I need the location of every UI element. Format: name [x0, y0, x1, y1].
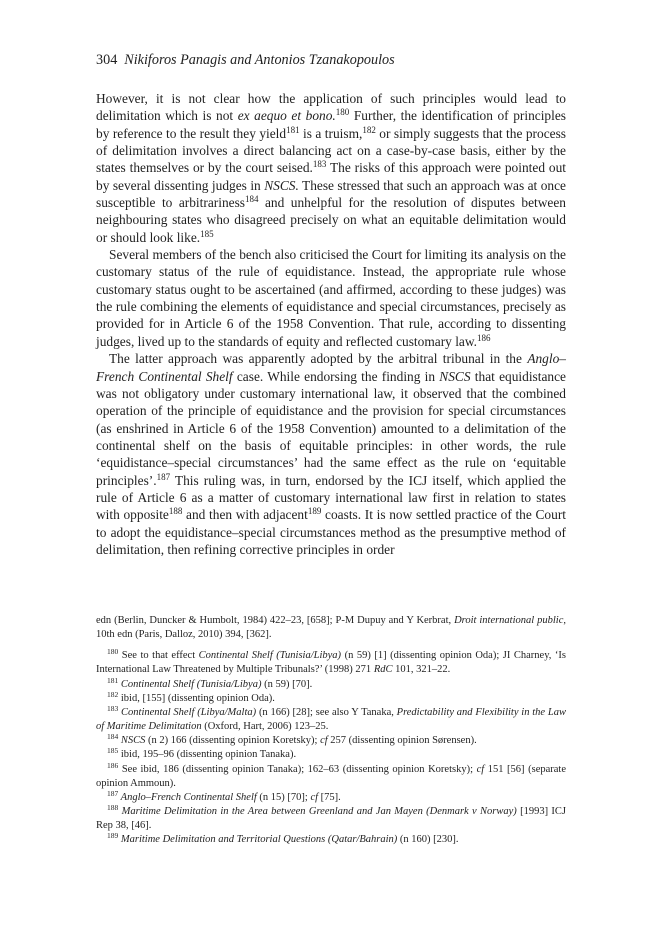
footnote-183	[96, 703, 566, 734]
footnote-number: 186	[107, 760, 119, 770]
footnote-ref-182[interactable]: 182	[362, 124, 376, 135]
text-run: This ruling was, in turn, endorsed by the ICJ itself, which applied the rule of Article 6 as a matter of customary international law first in relation to states with opposite	[96, 472, 566, 523]
footnote-ref-181[interactable]: 181	[286, 124, 300, 135]
text-run: These stressed that such an approach was at once susceptible to arbitrariness	[96, 177, 567, 211]
footnote-ref-183[interactable]: 183	[312, 159, 327, 170]
text-run: , 10th edn (Paris, Dalloz, 2010) 394, [362].	[96, 615, 566, 641]
italic-phrase: Maritime Delimitation and Territorial Questions (Qatar/Bahrain)	[118, 834, 398, 846]
text-run: 151 [56] (separate opinion Ammoun).	[96, 763, 566, 789]
text-run: that equidistance was not obligatory under customary international law, it observed that the combined operation of the principle of equidistance and the provision for special circumstances (as enshrined in Article 6 of the 1958 Convention) amounted to a delimitation of the continental shelf on the basis of equitable principles: in other words, the rule ‘equidistance–special circumstances’ had the same effect as the rule on ‘equitable principles’.	[96, 368, 567, 488]
footnote-number: 181	[107, 675, 119, 685]
footnote-187	[96, 788, 566, 805]
italic-phrase: NSCS	[439, 368, 471, 384]
footnote-number: 183	[107, 703, 119, 713]
text-run: (n 160) [230].	[397, 834, 459, 846]
footnote-188	[96, 805, 566, 833]
footnote-180	[96, 649, 566, 677]
paragraph-3	[96, 350, 566, 558]
footnote-continued	[96, 614, 566, 642]
footnote-185	[96, 748, 566, 762]
italic-phrase: Continental Shelf (Tunisia/Libya)	[118, 678, 262, 690]
footnote-181	[96, 675, 566, 692]
text-run: edn (Berlin, Duncker & Humbolt, 1984) 422–23, [658]; P-M Dupuy and Y Kerbrat,	[96, 615, 455, 626]
text-run: ibid, 195–96 (dissenting opinion Tanaka).	[118, 749, 297, 761]
footnote-ref-186[interactable]: 186	[477, 332, 491, 343]
italic-phrase: Anglo–French Continental Shelf	[118, 791, 257, 803]
text-run: (n 59) [70].	[261, 678, 313, 690]
running-head	[96, 51, 566, 69]
italic-phrase: Droit international public	[454, 615, 564, 626]
text-run: (n 2) 166 (dissenting opinion Koretsky);	[145, 735, 321, 747]
running-head-authors: Nikiforos Panagis and Antonios Tzanakopoulos	[124, 52, 395, 68]
text-run: See to that effect	[118, 650, 199, 662]
italic-phrase: ex aequo et bono.	[237, 108, 336, 124]
footnote-ref-187[interactable]: 187	[156, 471, 171, 482]
footnote-182	[96, 689, 566, 706]
text-run: [75].	[318, 791, 341, 803]
footnote-ref-184[interactable]: 184	[245, 194, 259, 205]
text-run: or simply suggests that the process of delimitation involves a direct balancing act on a case-by-case basis, either by the states themselves or by the court seised.	[96, 125, 566, 176]
text-run: and then with adjacent	[182, 507, 308, 523]
footnote-number: 180	[107, 647, 119, 657]
text-run: case. While endorsing the finding in	[232, 368, 440, 384]
footnote-184	[96, 734, 566, 748]
text-run: The latter approach was apparently adopted by the arbitral tribunal in the	[109, 351, 528, 367]
footnote-ref-185[interactable]: 185	[200, 228, 214, 239]
italic-phrase: Maritime Delimitation in the Area between Greenland and Jan Mayen (Denmark v Norway)	[118, 806, 517, 818]
italic-phrase: Anglo–French Continental Shelf	[96, 351, 566, 384]
italic-phrase: cf	[476, 763, 485, 775]
italic-phrase: Predictability and Flexibility in the Law of Maritime Delimitation	[96, 706, 566, 733]
italic-phrase: Continental Shelf (Libya/Malta)	[118, 706, 257, 718]
italic-phrase: NSCS	[118, 735, 146, 747]
text-run: However, it is not clear how the application of such principles would lead to delimitation which is not	[96, 91, 566, 124]
text-run: [1993] ICJ Rep 38, [46].	[96, 806, 567, 832]
footnote-186	[96, 760, 566, 791]
footnote-number: 189	[107, 831, 119, 841]
text-run: 101, 321–22.	[392, 664, 451, 676]
italic-phrase: RdC	[373, 664, 393, 676]
footnote-ref-180[interactable]: 180	[335, 107, 350, 118]
paragraph-2	[96, 246, 566, 350]
italic-phrase: Continental Shelf (Tunisia/Libya)	[198, 650, 342, 662]
footnote-number: 184	[107, 732, 119, 742]
text-run: and unhelpful for the resolution of disputes between neighbouring states who disagreed precisely on what an equitable delimitation would or should look like.	[96, 195, 567, 245]
text-run: 257 (dissenting opinion Sørensen).	[327, 735, 477, 747]
footnote-number: 187	[107, 788, 119, 798]
footnote-number: 185	[107, 746, 119, 756]
text-run: See ibid, 186 (dissenting opinion Tanaka); 162–63 (dissenting opinion Koretsky);	[118, 763, 477, 775]
page-number: 304	[96, 52, 118, 68]
text-run: (Oxford, Hart, 2006) 123–25.	[201, 721, 329, 733]
main-text	[96, 90, 566, 558]
paragraph-1	[96, 90, 566, 246]
text-run: is a truism,	[299, 125, 363, 141]
italic-phrase: NSCS.	[264, 177, 299, 193]
footnote-number: 188	[107, 803, 119, 813]
italic-phrase: cf	[320, 735, 328, 747]
text-run: ibid, [155] (dissenting opinion Oda).	[118, 692, 275, 704]
text-run: (n 15) [70];	[256, 791, 311, 803]
footnote-ref-188[interactable]: 188	[168, 506, 183, 517]
text-run: coasts. It is now settled practice of the Court to adopt the equidistance–special circumstances method as the presumptive method of delimitation, then refining corrective principles in order	[96, 507, 566, 557]
text-run: (n 59) [1] (dissenting opinion Oda); JI Charney, ‘Is International Law Threatened by Multiple Tribunals?’ (1998) 271	[96, 650, 566, 676]
text-run: The risks of this approach were pointed out by several dissenting judges in	[96, 160, 566, 193]
text-run: Further, the identification of principles by reference to the result they yield	[96, 108, 566, 141]
footnote-number: 182	[107, 689, 119, 699]
footnotes	[96, 614, 566, 848]
text-run: (n 166) [28]; see also Y Tanaka,	[256, 706, 397, 718]
text-run: Several members of the bench also criticised the Court for limiting its analysis on the customary status of the rule of equidistance. Instead, the appropriate rule whose customary status ought to be ascertained (and affirmed, according to these judges) was the rule combining the elements of equidistance and special circumstances, precisely as provided for in Article 6 of the 1958 Convention. That rule, according to dissenting judges, lived up to the standards of equity and reflected customary law.	[96, 247, 566, 349]
italic-phrase: cf	[310, 791, 319, 803]
footnote-189	[96, 833, 566, 847]
footnote-ref-189[interactable]: 189	[307, 506, 322, 517]
